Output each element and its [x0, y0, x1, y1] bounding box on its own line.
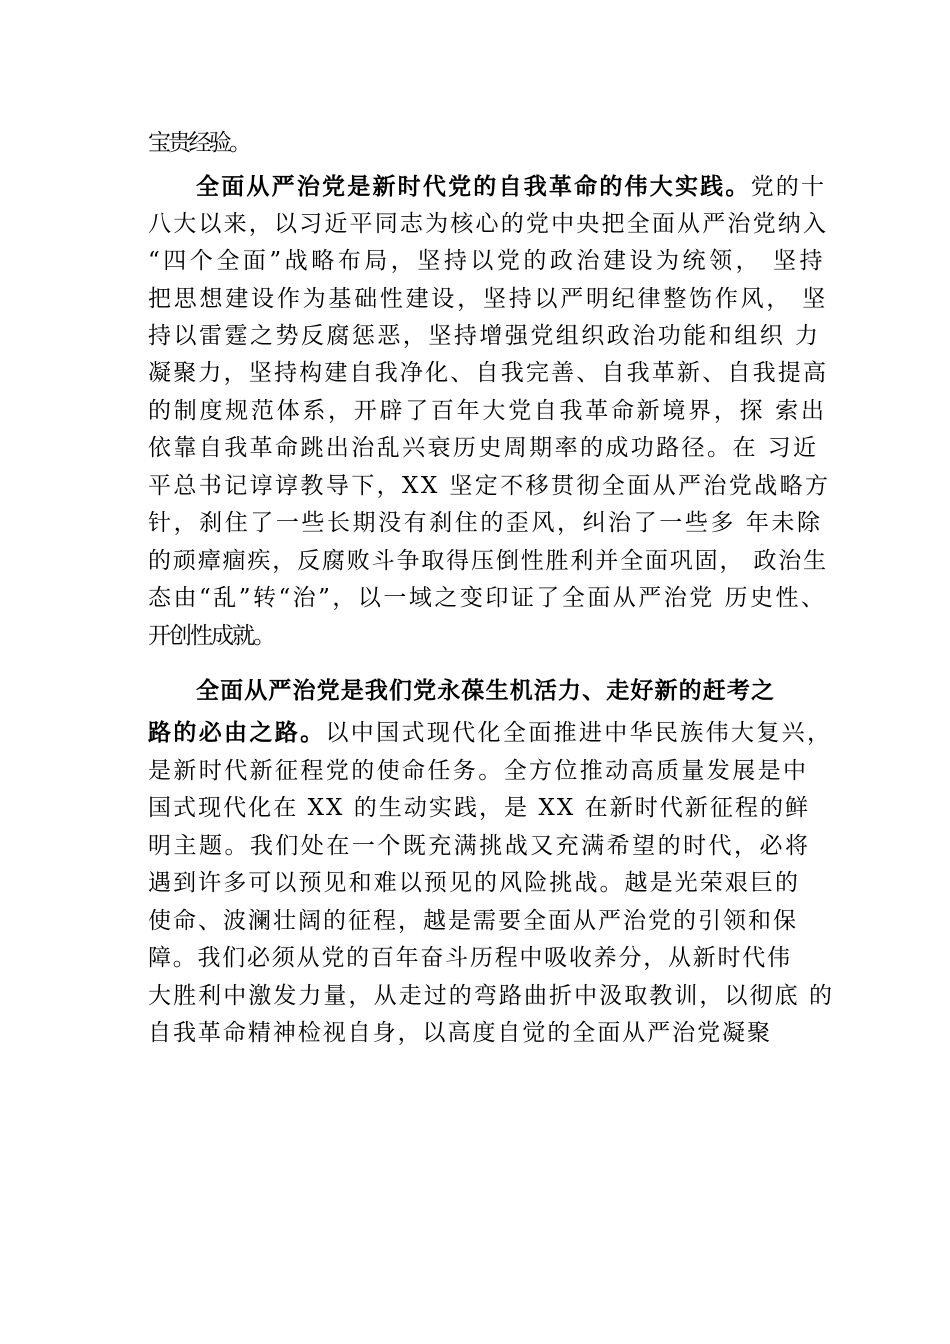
text-line: [148, 943, 792, 973]
text-line: [148, 831, 810, 861]
text-line: [148, 868, 800, 898]
text-line: [148, 433, 818, 463]
text-line: [148, 246, 826, 276]
text-line: [196, 676, 775, 706]
text-run: 宝贵经验。: [148, 130, 250, 156]
text-line: [148, 906, 798, 936]
text-run: 的制度规范体系，开辟了百年大党自我革命新境界，探 索出: [148, 398, 827, 424]
text-line: [148, 718, 832, 748]
text-line: [148, 546, 828, 576]
text-run: 持以雷霆之势反腐惩恶，坚持增强党组织政治功能和组织 力: [148, 323, 821, 349]
text-run: 以中国式现代化全面推进中华民族伟大复兴，: [325, 720, 833, 746]
text-run: 平总书记谆谆教导下，XX 坚定不移贯彻全面从严治党战略方: [148, 473, 831, 499]
text-run: 态由“乱”转“治”，以一域之变印证了全面从严治党 历史性、: [148, 585, 827, 611]
text-run: 障。我们必须从党的百年奋斗历程中吸收养分，从新时代伟: [148, 945, 792, 971]
text-run: 国式现代化在 XX 的生动实践，是 XX 在新时代新征程的鲜: [148, 795, 811, 821]
heading-run: 全面从严治党是新时代党的自我革命的伟大实践。: [196, 174, 751, 200]
text-run: “四个全面”战略布局，坚持以党的政治建设为统领， 坚持: [148, 248, 826, 274]
text-run: 使命、波澜壮阔的征程，越是需要全面从严治党的引领和保: [148, 908, 798, 934]
heading-run: 路的必由之路。: [148, 720, 326, 746]
text-line: [148, 981, 834, 1011]
text-line: [148, 583, 826, 613]
text-run: 是新时代新征程党的使命任务。全方位推动高质量发展是中: [148, 758, 809, 784]
text-line: [148, 1018, 772, 1048]
text-line: [148, 621, 274, 651]
text-line: [148, 284, 828, 314]
text-run: 把思想建设作为基础性建设，坚持以严明纪律整饬作风， 坚: [148, 286, 828, 312]
text-run: 明主题。我们处在一个既充满挑战又充满希望的时代，必将: [148, 833, 811, 859]
text-line: [148, 358, 828, 388]
text-run: 遇到许多可以预见和难以预见的风险挑战。越是光荣艰巨的: [148, 870, 801, 896]
text-run: 的顽瘴痼疾，反腐败斗争取得压倒性胜利并全面巩固， 政治生: [148, 548, 828, 574]
text-line: [148, 756, 808, 786]
text-line: [148, 396, 827, 426]
text-run: 党的十: [750, 174, 827, 200]
text-line: [148, 128, 249, 158]
text-run: 凝聚力，坚持构建自我净化、自我完善、自我革新、自我提高: [148, 360, 829, 386]
text-line: [148, 793, 810, 823]
text-line: [148, 209, 828, 239]
text-line: [148, 321, 821, 351]
text-run: 开创性成就。: [148, 623, 274, 649]
text-run: 大胜利中激发力量，从走过的弯路曲折中汲取教训，以彻底 的: [148, 983, 835, 1009]
text-run: 针，刹住了一些长期没有刹住的歪风，纠治了一些多 年未除: [148, 510, 823, 536]
text-run: 依靠自我革命跳出治乱兴衰历史周期率的成功路径。在 习近: [148, 435, 819, 461]
heading-run: 全面从严治党是我们党永葆生机活力、走好新的赶考之: [196, 678, 776, 704]
text-run: 八大以来，以习近平同志为核心的党中央把全面从严治党纳入: [148, 211, 829, 237]
text-line: [148, 471, 830, 501]
text-line: [148, 508, 823, 538]
text-line: [196, 172, 826, 202]
text-run: 自我革命精神检视自身，以高度自觉的全面从严治党凝聚: [148, 1020, 772, 1046]
